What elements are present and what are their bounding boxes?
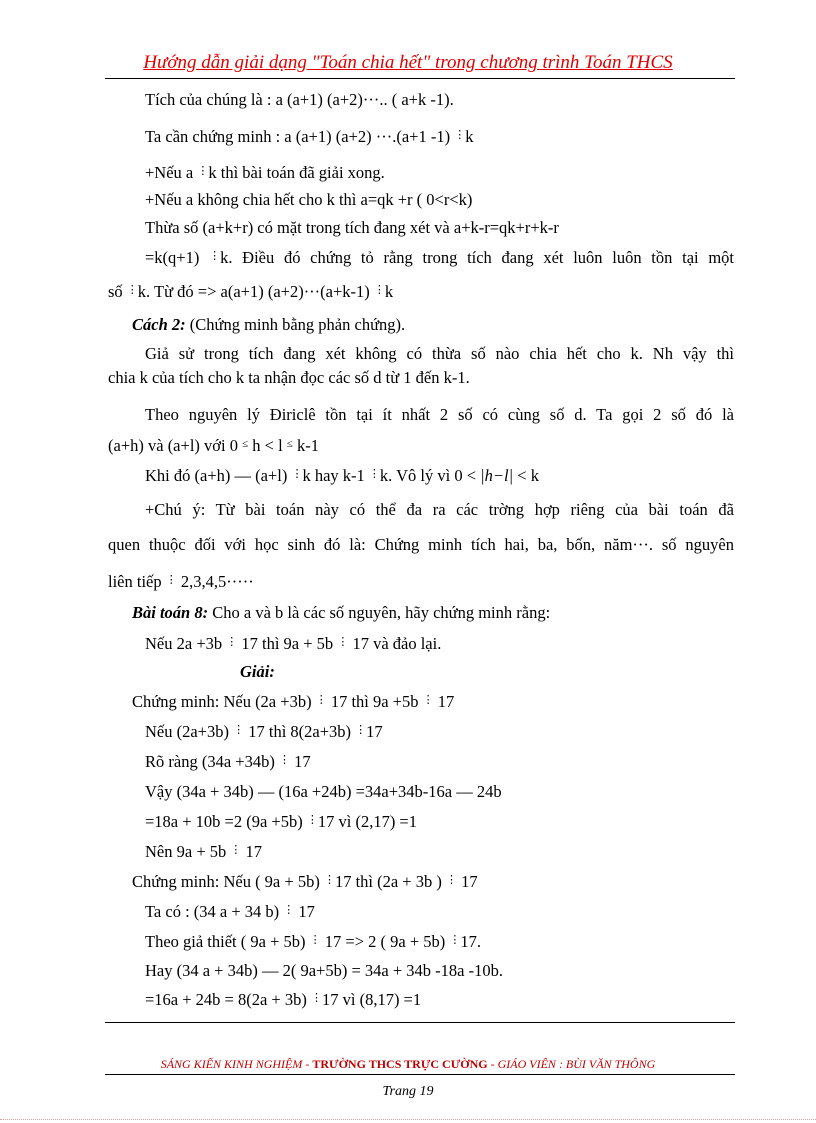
text-line: chia k của tích cho k ta nhận đọc các số d từ 1 đến k-1. (108, 368, 470, 387)
text-line: Vậy (34a + 34b) — (16a +24b) =34a+34b-16a — 24b (145, 782, 502, 801)
footer-rule-bottom (105, 1074, 735, 1075)
text-line: Theo nguyên lý Điriclê tồn tại ít nhất 2 số có cùng số d. Ta gọi 2 số đó là (145, 405, 734, 424)
text-line: =16a + 24b = 8(2a + 3b) ⋮17 vì (8,17) =1 (145, 990, 422, 1009)
text-line: Theo giả thiết ( 9a + 5b) ⋮ 17 => 2 ( 9a + 5b) ⋮17. (145, 932, 481, 951)
footer-rule-top (105, 1022, 735, 1023)
problem-label: Bài toán 8: (132, 603, 209, 622)
page-header: Hướng dẫn giải dạng "Toán chia hết" trong chương trình Toán THCS (143, 52, 673, 73)
text-line: Giả sử trong tích đang xét không có thừa số nào chia hết cho k. Nh vậy thì (145, 344, 734, 363)
text-line: Rõ ràng (34a +34b) ⋮ 17 (145, 752, 311, 771)
page-number: Trang 19 (382, 1084, 434, 1099)
text-line: Khi đó (a+h) — (a+l) ⋮k hay k-1 ⋮k. Vô lý vì 0 < |h−l| < k (145, 466, 539, 485)
text-line: +Nếu a không chia hết cho k thì a=qk +r ( 0<r<k) (145, 190, 473, 209)
text-line: =k(q+1) ⋮k. Điều đó chứng tỏ rằng trong tích đang xét luôn luôn tồn tại một (145, 248, 734, 267)
text-line: Ta cần chứng minh : a (a+1) (a+2) ···.(a+1 -1) ⋮k (145, 127, 474, 146)
text-line: =18a + 10b =2 (9a +5b) ⋮17 vì (2,17) =1 (145, 812, 417, 831)
text-line: Tích của chúng là : a (a+1) (a+2)···.. ( a+k -1). (145, 90, 454, 109)
page-footer: SÁNG KIẾN KINH NGHIỆM - TRƯỜNG THCS TRỰC CƯỜNG - GIÁO VIÊN : BÙI VĂN THÔNG (160, 1057, 656, 1071)
header-rule (105, 78, 735, 79)
text-line: số ⋮k. Từ đó => a(a+1) (a+2)···(a+k-1) ⋮k (108, 282, 394, 301)
text-line: liên tiếp ⋮ 2,3,4,5····· (108, 572, 254, 591)
text-line: quen thuộc đối với học sinh đó là: Chứng minh tích hai, ba, bốn, năm···. số nguyên (108, 535, 734, 554)
text-line: Nếu 2a +3b ⋮ 17 thì 9a + 5b ⋮ 17 và đảo lại. (145, 634, 442, 653)
text-line: +Nếu a ⋮k thì bài toán đã giải xong. (145, 163, 385, 182)
section-label: Cách 2: (132, 315, 186, 334)
text-line: Thừa số (a+k+r) có mặt trong tích đang xét và a+k-r=qk+r+k-r (145, 218, 559, 237)
text-line: Nên 9a + 5b ⋮ 17 (145, 842, 262, 861)
text-line: Chứng minh: Nếu (2a +3b) ⋮ 17 thì 9a +5b ⋮ 17 (132, 692, 455, 711)
text-line: Bài toán 8: Cho a và b là các số nguyên, hãy chứng minh rằng: (132, 603, 551, 622)
text-line: Nếu (2a+3b) ⋮ 17 thì 8(2a+3b) ⋮17 (145, 722, 383, 741)
solution-label: Giải: (240, 662, 275, 681)
text-line: (a+h) và (a+l) với 0 ≤ h < l ≤ k-1 (108, 436, 319, 455)
text-line: Hay (34 a + 34b) — 2( 9a+5b) = 34a + 34b -18a -10b. (145, 961, 503, 980)
page-edge-dots (0, 1119, 816, 1120)
text-line: Chứng minh: Nếu ( 9a + 5b) ⋮17 thì (2a + 3b ) ⋮ 17 (132, 872, 478, 891)
text-line: Cách 2: (Chứng minh bằng phản chứng). (132, 315, 406, 334)
text-line: +Chú ý: Từ bài toán này có thể đa ra các trờng hợp riêng của bài toán đã (145, 500, 734, 519)
text-line: Ta có : (34 a + 34 b) ⋮ 17 (145, 902, 315, 921)
